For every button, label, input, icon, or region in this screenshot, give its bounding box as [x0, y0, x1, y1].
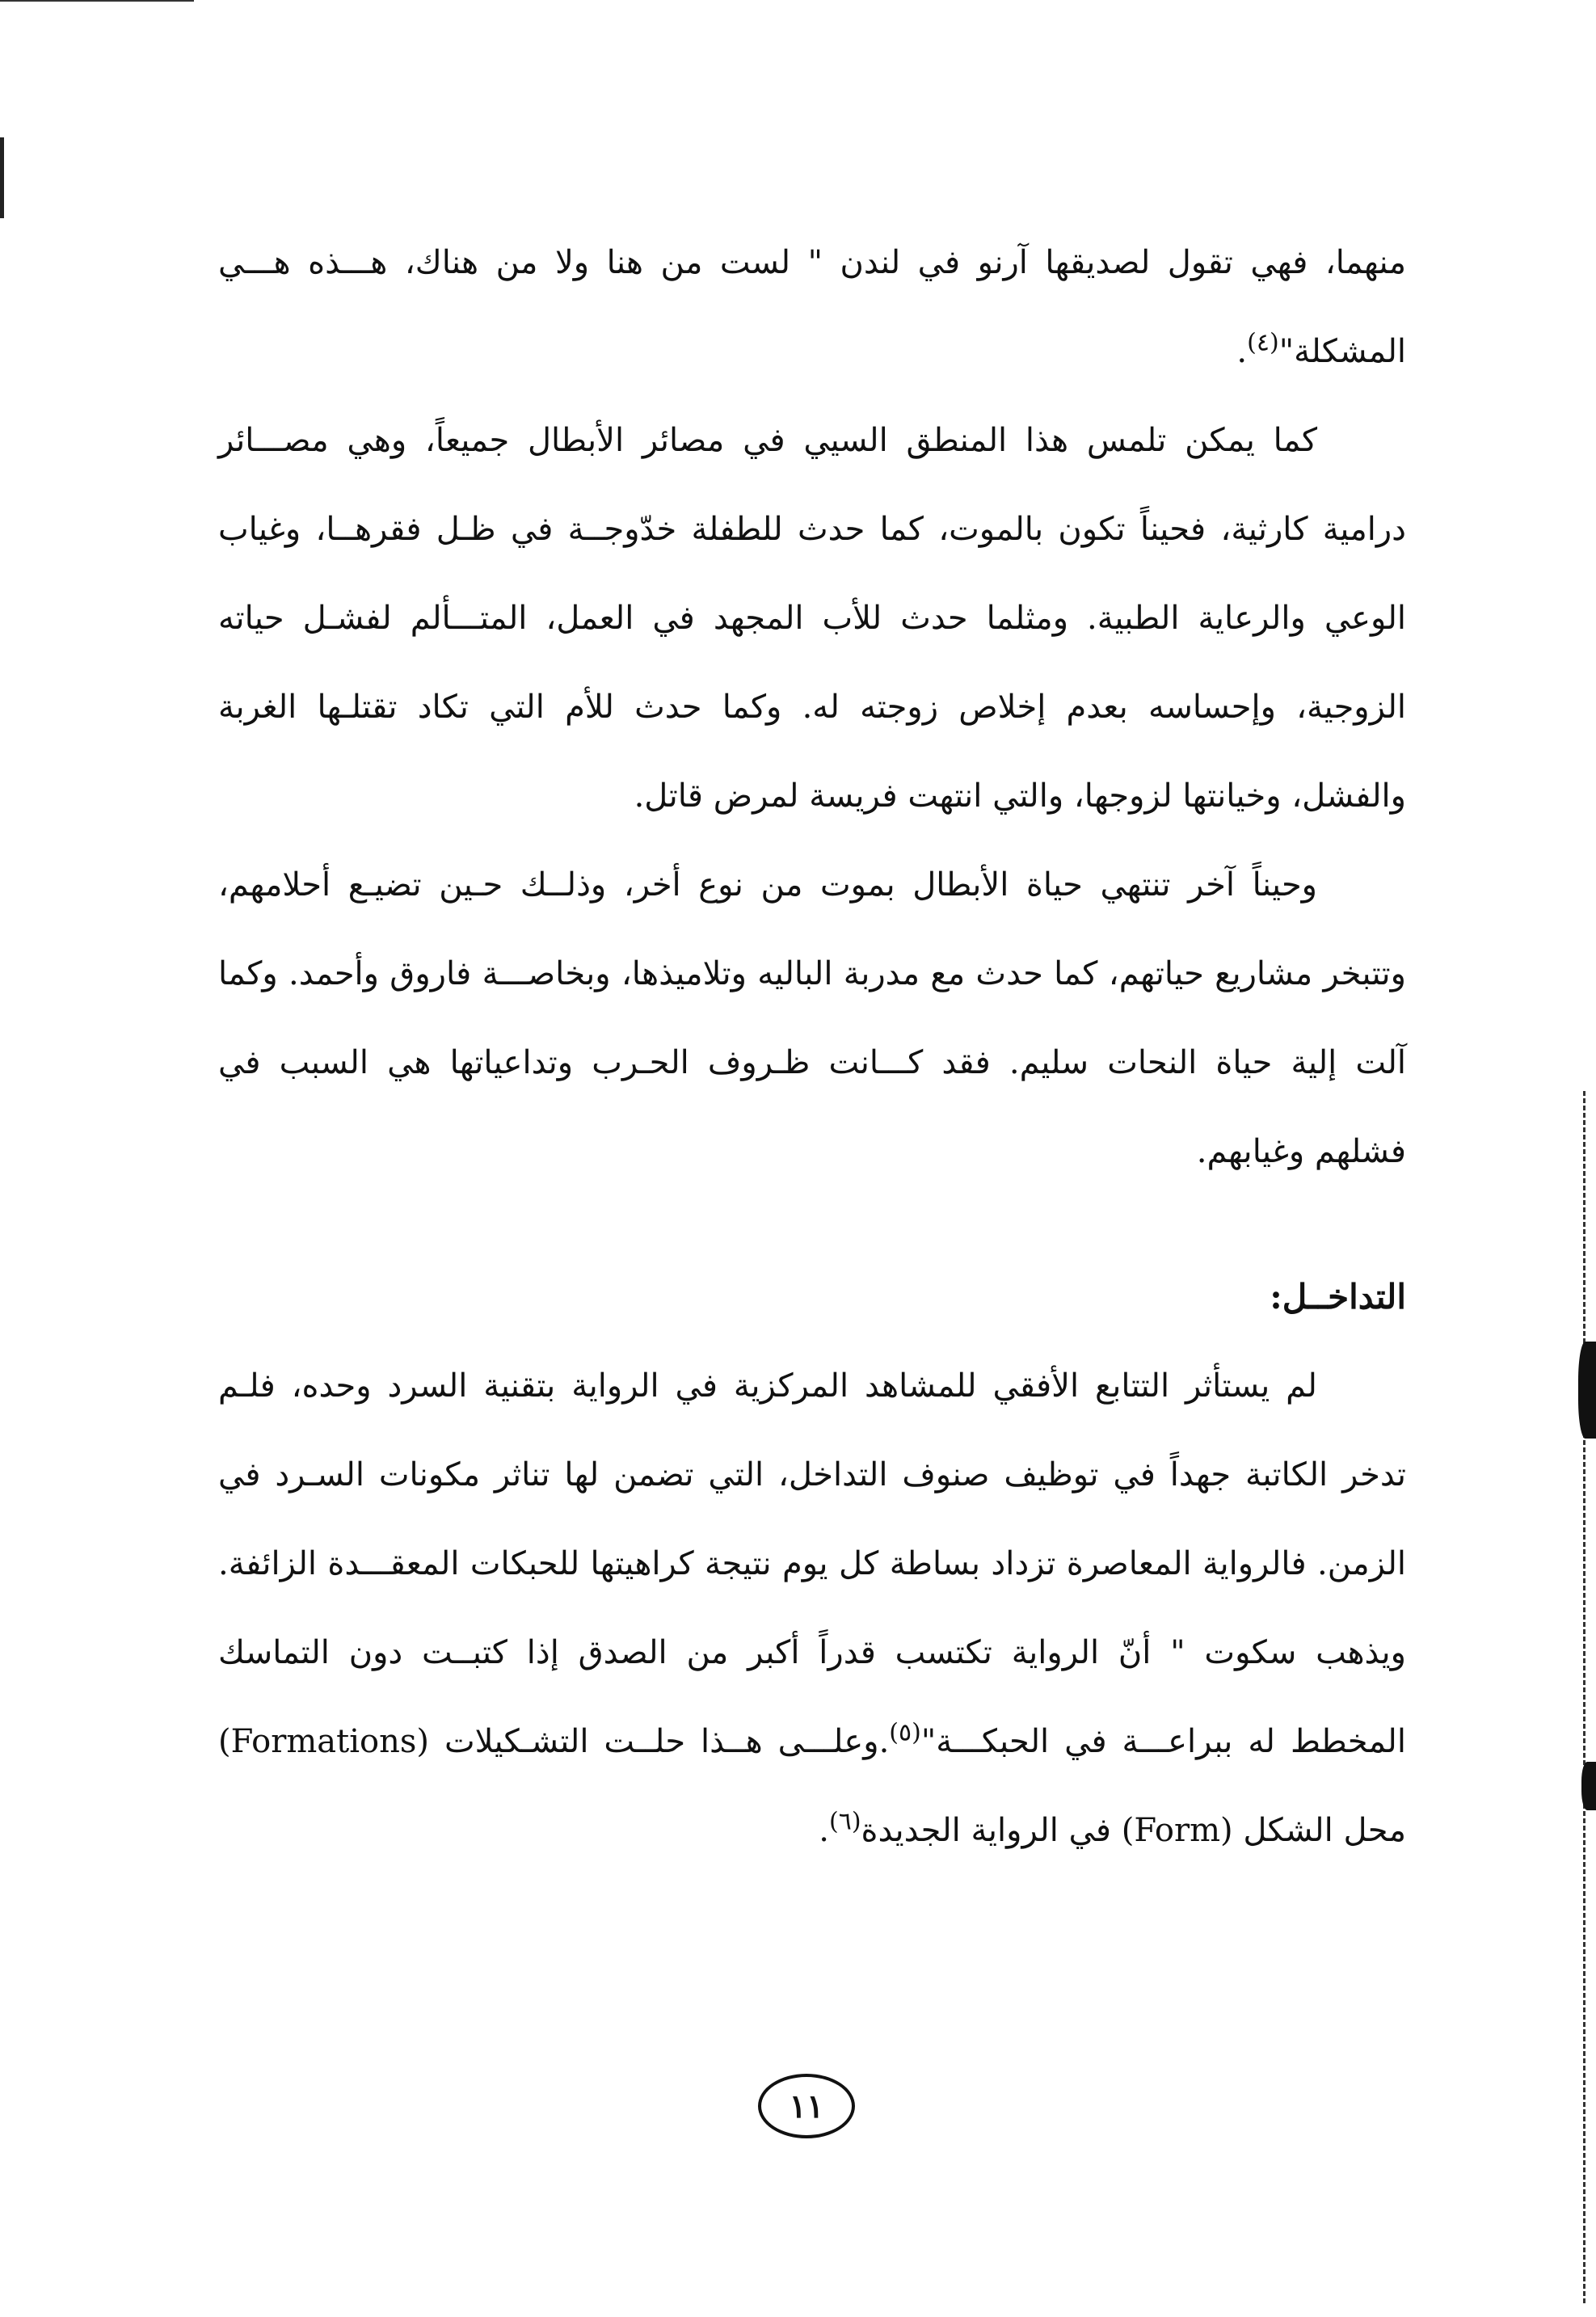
scan-artifact-right-blob-2	[1581, 1762, 1596, 1810]
scan-artifact-left	[0, 137, 4, 218]
paragraph-1	[218, 218, 1406, 396]
paragraph-4-cont: .وعلـــى هــذا حلــت التشـكيلات (Formations) محل الشكل (Form) في الرواية الجديدة	[218, 1723, 1406, 1849]
footnote-ref-5: (٥)	[889, 1718, 921, 1747]
scan-artifact-top	[0, 0, 194, 2]
footnote-ref-6: (٦)	[828, 1807, 861, 1836]
paragraph-1-text: منهما، فهي تقول لصديقها آرنو في لندن " لست من هنا ولا من هناك، هـــذه هـــي المشكلة"	[218, 244, 1406, 370]
paragraph-4-text: لم يستأثر التتابع الأفقي للمشاهد المركزية في الرواية بتقنية السرد وحده، فلـم تدخر الكاتبة جهداً في توظيف صنوف التداخل، التي تضمن لها تناثر مكونات السـرد في الزمن. فالرواية المعاصرة تزداد بساطة كل يوم نتيجة كراهيتها للحبكات المعقـــدة الزائفة. ويذهب سكوت " أنّ الرواية تكتسب قدراً أكبر من الصدق إذا كتبــت دون التماسك المخطط له ببراعـــة في الحبكـــة"	[218, 1367, 1406, 1760]
scan-artifact-right-blob	[1578, 1342, 1596, 1439]
paragraph-4	[218, 1342, 1406, 1875]
paragraph-4-end: .	[819, 1812, 829, 1849]
page-number: ١١	[758, 2074, 855, 2138]
paragraph-1-end: .	[1236, 333, 1248, 370]
paragraph-2: كما يمكن تلمس هذا المنطق السيي في مصائر الأبطال جميعاً، وهي مصـــائر درامية كارثية، فحيناً تكون بالموت، كما حدث للطفلة خدّوجــة في ظـل فقرهــا، وغياب الوعي والرعاية الطبية. ومثلما حدث للأب المجهد في العمل، المتـــألم لفشـل حياته الزوجية، وإحساسه بعدم إخلاص زوجته له. وكما حدث للأم التي تكاد تقتلـها الغربة والفشل، وخيانتها لزوجها، والتي انتهت فريسة لمرض قاتل.	[218, 422, 1406, 815]
footnote-ref-4: (٤)	[1247, 328, 1279, 357]
section-heading: التداخــل:	[1270, 1277, 1406, 1316]
page-body	[218, 218, 1406, 1875]
paragraph-3: وحيناً آخر تنتهي حياة الأبطال بموت من نوع أخر، وذلــك حـين تضيـع أحلامهم، وتتبخر مشاريع حياتهم، كما حدث مع مدربة الباليه وتلاميذها، وبخاصـــة فاروق وأحمد. وكما آلت إلية حياة النحات سليم. فقد كـــانت ظـروف الحـرب وتداعياتها هي السبب في فشلهم وغيابهم.	[218, 866, 1406, 1170]
scan-artifact-right-edge	[1583, 1091, 1596, 2303]
